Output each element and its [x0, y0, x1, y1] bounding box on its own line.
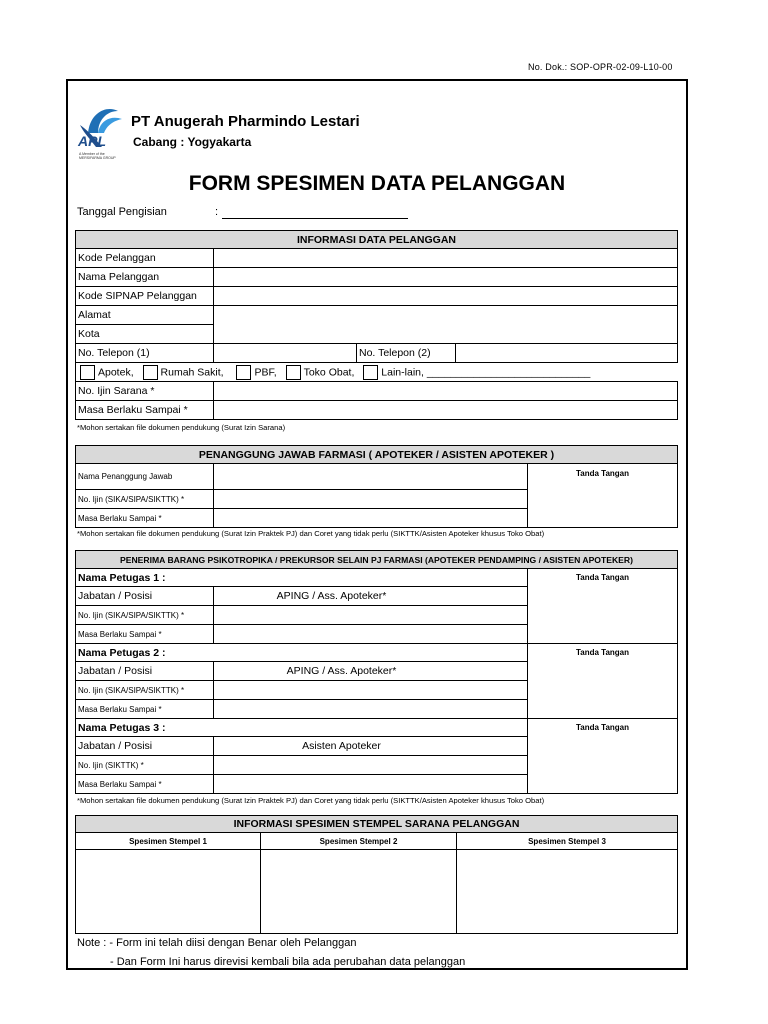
- petugas3-jabatan-value: Asisten Apoteker: [214, 737, 528, 756]
- stempel2-label: Spesimen Stempel 2: [261, 833, 457, 850]
- logo-text: APL: [78, 133, 106, 149]
- nama-pelanggan-label: Nama Pelanggan: [76, 268, 214, 287]
- petugas3-masa-label: Masa Berlaku Sampai *: [76, 775, 214, 794]
- kode-sipnap-label: Kode SIPNAP Pelanggan: [76, 287, 214, 306]
- penerima-table: [75, 550, 678, 794]
- stempel-header: INFORMASI SPESIMEN STEMPEL SARANA PELANGGAN: [76, 816, 678, 833]
- pj-note: *Mohon sertakan file dokumen pendukung (Surat Izin Praktek PJ) dan Coret yang tidak perlu (SIKTTK/Asisten Apoteker khusus Toko Obat): [77, 529, 545, 538]
- penerima-header: PENERIMA BARANG PSIKOTROPIKA / PREKURSOR SELAIN PJ FARMASI (APOTEKER PENDAMPING / ASISTEN APOTEKER): [76, 551, 678, 569]
- pbf-checkbox[interactable]: [236, 365, 251, 380]
- petugas2-masa-label: Masa Berlaku Sampai *: [76, 700, 214, 719]
- petugas2-jabatan-label: Jabatan / Posisi: [76, 662, 214, 681]
- company-name: PT Anugerah Pharmindo Lestari: [131, 113, 360, 130]
- petugas1-ijin-label: No. Ijin (SIKA/SIPA/SIKTTK) *: [76, 606, 214, 625]
- telepon2-label: No. Telepon (2): [357, 344, 456, 363]
- telepon2-field[interactable]: [456, 344, 678, 363]
- pj-ttd-label[interactable]: Tanda Tangan: [528, 464, 678, 528]
- telepon1-label: No. Telepon (1): [76, 344, 214, 363]
- nama-pelanggan-field[interactable]: [214, 268, 678, 287]
- pj-ijin-label: No. Ijin (SIKA/SIPA/SIKTTK) *: [76, 490, 214, 509]
- kode-pelanggan-field[interactable]: [214, 249, 678, 268]
- petugas2-ijin-field[interactable]: [214, 681, 528, 700]
- tanggal-label: Tanggal Pengisian: [77, 206, 167, 218]
- petugas3-masa-field[interactable]: [214, 775, 528, 794]
- petugas1-nama-label: Nama Petugas 1 :: [76, 569, 528, 587]
- petugas3-nama-label: Nama Petugas 3 :: [76, 719, 528, 737]
- masa-berlaku-field[interactable]: [214, 401, 678, 420]
- petugas2-masa-field[interactable]: [214, 700, 528, 719]
- pj-table: [75, 445, 678, 528]
- petugas3-ijin-label: No. Ijin (SIKTTK) *: [76, 756, 214, 775]
- toko-obat-label: Toko Obat,: [303, 365, 355, 378]
- petugas2-ttd[interactable]: Tanda Tangan: [528, 644, 678, 719]
- petugas1-masa-label: Masa Berlaku Sampai *: [76, 625, 214, 644]
- stempel-table: [75, 815, 678, 934]
- stempel3-box[interactable]: [457, 850, 678, 934]
- pj-nama-label: Nama Penanggung Jawab: [76, 464, 214, 490]
- stempel3-label: Spesimen Stempel 3: [457, 833, 678, 850]
- pbf-label: PBF,: [254, 365, 277, 378]
- tanggal-input-line[interactable]: [222, 218, 408, 219]
- petugas2-ijin-label: No. Ijin (SIKA/SIPA/SIKTTK) *: [76, 681, 214, 700]
- stempel2-box[interactable]: [261, 850, 457, 934]
- stempel1-box[interactable]: [76, 850, 261, 934]
- pj-masa-label: Masa Berlaku Sampai *: [76, 509, 214, 528]
- lain-lain-label: Lain-lain, ____________________________: [381, 365, 591, 378]
- branch-name: Cabang : Yogyakarta: [133, 135, 252, 149]
- toko-obat-checkbox[interactable]: [286, 365, 301, 380]
- petugas2-jabatan-value: APING / Ass. Apoteker*: [214, 662, 528, 681]
- petugas3-jabatan-label: Jabatan / Posisi: [76, 737, 214, 756]
- telepon1-field[interactable]: [214, 344, 357, 363]
- info-table: [75, 230, 678, 420]
- alamat-field[interactable]: [214, 306, 678, 344]
- petugas3-ijin-field[interactable]: [214, 756, 528, 775]
- petugas1-jabatan-label: Jabatan / Posisi: [76, 587, 214, 606]
- kota-label: Kota: [76, 325, 214, 344]
- petugas1-ijin-field[interactable]: [214, 606, 528, 625]
- apotek-checkbox[interactable]: [80, 365, 95, 380]
- rumah-sakit-checkbox[interactable]: [143, 365, 158, 380]
- stempel1-label: Spesimen Stempel 1: [76, 833, 261, 850]
- form-title: FORM SPESIMEN DATA PELANGGAN: [188, 172, 566, 195]
- masa-berlaku-label: Masa Berlaku Sampai *: [76, 401, 214, 420]
- company-logo: [76, 103, 126, 163]
- logo-subtext: A Member of the MERSIFARMA GROUP: [79, 152, 116, 160]
- penerima-note: *Mohon sertakan file dokumen pendukung (Surat Izin Praktek PJ) dan Coret yang tidak perlu (SIKTTK/Asisten Apoteker khusus Toko Obat): [77, 796, 545, 805]
- ijin-sarana-label: No. Ijin Sarana *: [76, 382, 214, 401]
- apotek-label: Apotek,: [98, 365, 134, 378]
- footer-note-2: - Dan Form Ini harus direvisi kembali bila ada perubahan data pelanggan: [110, 956, 466, 968]
- pj-masa-field[interactable]: [214, 509, 528, 528]
- alamat-label: Alamat: [76, 306, 214, 325]
- tanggal-colon: :: [215, 206, 219, 218]
- ijin-sarana-field[interactable]: [214, 382, 678, 401]
- kode-sipnap-field[interactable]: [214, 287, 678, 306]
- footer-note-1: Note : - Form ini telah diisi dengan Benar oleh Pelanggan: [77, 937, 357, 949]
- lain-lain-checkbox[interactable]: [363, 365, 378, 380]
- petugas3-ttd[interactable]: Tanda Tangan: [528, 719, 678, 794]
- petugas1-masa-field[interactable]: [214, 625, 528, 644]
- kode-pelanggan-label: Kode Pelanggan: [76, 249, 214, 268]
- petugas1-ttd[interactable]: Tanda Tangan: [528, 569, 678, 644]
- rumah-sakit-label: Rumah Sakit,: [160, 365, 224, 378]
- pj-ijin-field[interactable]: [214, 490, 528, 509]
- info-note: *Mohon sertakan file dokumen pendukung (Surat Izin Sarana): [77, 423, 286, 432]
- petugas2-nama-label: Nama Petugas 2 :: [76, 644, 528, 662]
- petugas1-jabatan-value: APING / Ass. Apoteker*: [214, 587, 528, 606]
- tipe-sarana-row: [76, 363, 678, 382]
- pj-nama-field[interactable]: [214, 464, 528, 490]
- document-number: No. Dok.: SOP-OPR-02-09-L10-00: [528, 62, 673, 72]
- pj-header: PENANGGUNG JAWAB FARMASI ( APOTEKER / ASISTEN APOTEKER ): [76, 446, 678, 464]
- info-header: INFORMASI DATA PELANGGAN: [76, 231, 678, 249]
